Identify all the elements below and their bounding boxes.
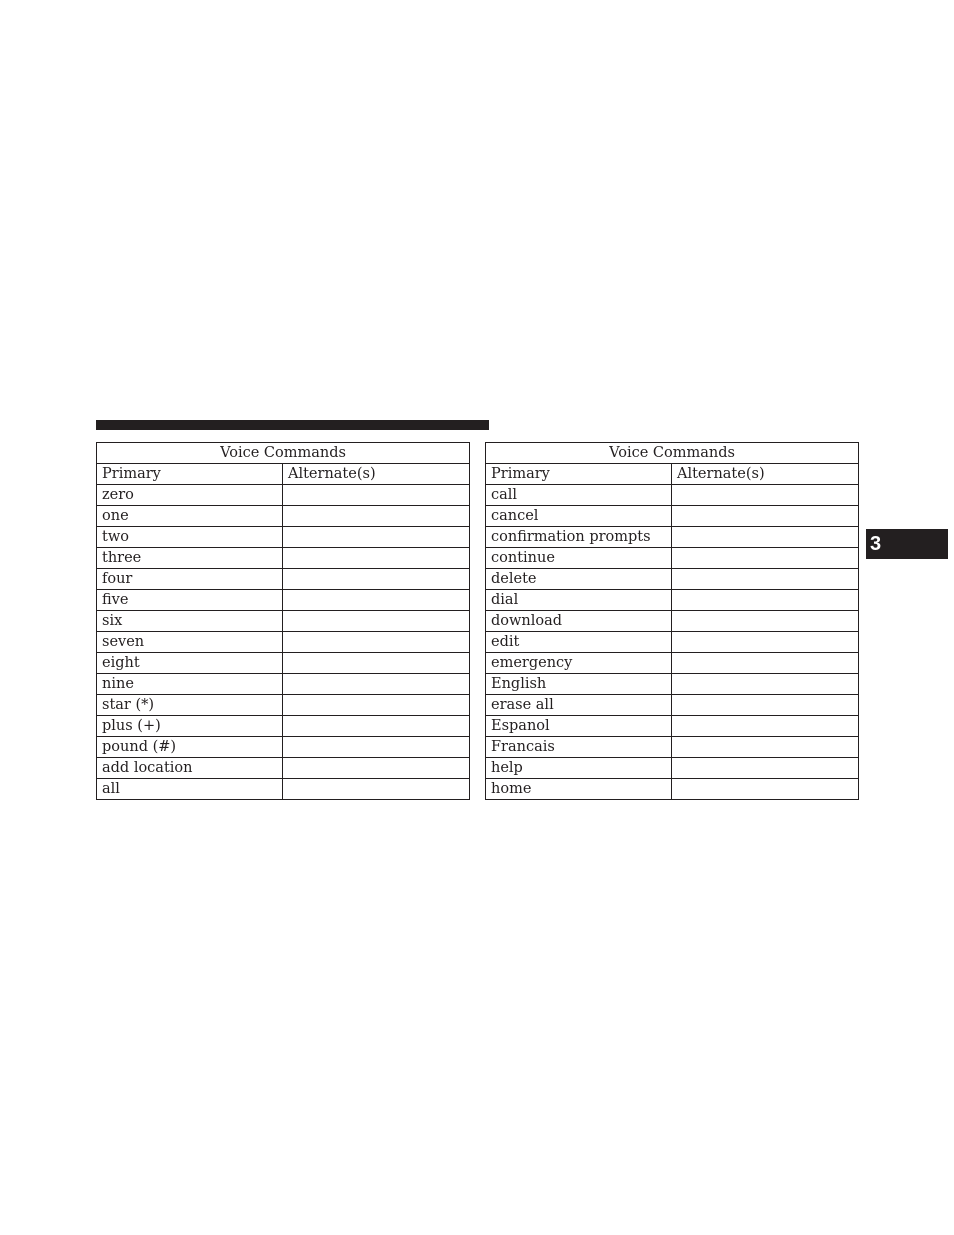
- table-title: Voice Commands: [486, 443, 859, 464]
- alternate-command-cell: [283, 632, 470, 653]
- primary-command-cell: Francais: [486, 737, 672, 758]
- alternate-command-cell: [672, 548, 859, 569]
- table-title: Voice Commands: [97, 443, 470, 464]
- alternate-command-cell: [283, 674, 470, 695]
- table-row: [486, 527, 859, 548]
- table-title-row: [97, 443, 470, 464]
- table-row: [97, 779, 470, 800]
- alternate-command-cell: [672, 695, 859, 716]
- table-row: [97, 674, 470, 695]
- alternate-command-cell: [672, 716, 859, 737]
- column-header-primary: Primary: [97, 464, 283, 485]
- alternate-command-cell: [283, 506, 470, 527]
- primary-command-cell: help: [486, 758, 672, 779]
- table-title-row: [486, 443, 859, 464]
- primary-command-cell: six: [97, 611, 283, 632]
- table-row: [486, 548, 859, 569]
- table-header-row: [97, 464, 470, 485]
- alternate-command-cell: [672, 485, 859, 506]
- column-header-alternate: Alternate(s): [672, 464, 859, 485]
- alternate-command-cell: [672, 737, 859, 758]
- table-row: [97, 569, 470, 590]
- alternate-command-cell: [283, 716, 470, 737]
- primary-command-cell: Espanol: [486, 716, 672, 737]
- table-row: [486, 590, 859, 611]
- voice-commands-table-right: [485, 442, 859, 800]
- alternate-command-cell: [672, 590, 859, 611]
- table-header-row: [486, 464, 859, 485]
- alternate-command-cell: [672, 506, 859, 527]
- alternate-command-cell: [283, 485, 470, 506]
- primary-command-cell: download: [486, 611, 672, 632]
- alternate-command-cell: [283, 527, 470, 548]
- alternate-command-cell: [672, 611, 859, 632]
- alternate-command-cell: [283, 653, 470, 674]
- primary-command-cell: dial: [486, 590, 672, 611]
- alternate-command-cell: [283, 611, 470, 632]
- voice-commands-table-left: [96, 442, 470, 800]
- table-row: [486, 674, 859, 695]
- alternate-command-cell: [672, 569, 859, 590]
- primary-command-cell: three: [97, 548, 283, 569]
- primary-command-cell: confirmation prompts: [486, 527, 672, 548]
- alternate-command-cell: [283, 737, 470, 758]
- alternate-command-cell: [283, 695, 470, 716]
- table-row: [97, 506, 470, 527]
- alternate-command-cell: [283, 590, 470, 611]
- table-row: [486, 632, 859, 653]
- column-header-primary: Primary: [486, 464, 672, 485]
- primary-command-cell: home: [486, 779, 672, 800]
- alternate-command-cell: [672, 779, 859, 800]
- primary-command-cell: call: [486, 485, 672, 506]
- table-row: [486, 695, 859, 716]
- primary-command-cell: English: [486, 674, 672, 695]
- alternate-command-cell: [672, 632, 859, 653]
- primary-command-cell: one: [97, 506, 283, 527]
- column-header-alternate: Alternate(s): [283, 464, 470, 485]
- table-row: [486, 758, 859, 779]
- primary-command-cell: add location: [97, 758, 283, 779]
- primary-command-cell: delete: [486, 569, 672, 590]
- alternate-command-cell: [672, 758, 859, 779]
- primary-command-cell: all: [97, 779, 283, 800]
- primary-command-cell: nine: [97, 674, 283, 695]
- alternate-command-cell: [283, 779, 470, 800]
- table-row: [97, 548, 470, 569]
- primary-command-cell: four: [97, 569, 283, 590]
- section-header-rule: [96, 420, 489, 430]
- table-row: [486, 737, 859, 758]
- alternate-command-cell: [283, 569, 470, 590]
- table-row: [97, 485, 470, 506]
- table-row: [486, 611, 859, 632]
- primary-command-cell: seven: [97, 632, 283, 653]
- table-row: [97, 758, 470, 779]
- table-row: [97, 737, 470, 758]
- primary-command-cell: edit: [486, 632, 672, 653]
- alternate-command-cell: [283, 548, 470, 569]
- primary-command-cell: erase all: [486, 695, 672, 716]
- primary-command-cell: star (*): [97, 695, 283, 716]
- table-row: [486, 716, 859, 737]
- primary-command-cell: pound (#): [97, 737, 283, 758]
- primary-command-cell: cancel: [486, 506, 672, 527]
- primary-command-cell: zero: [97, 485, 283, 506]
- table-row: [97, 611, 470, 632]
- table-row: [97, 695, 470, 716]
- table-row: [486, 653, 859, 674]
- primary-command-cell: plus (+): [97, 716, 283, 737]
- primary-command-cell: eight: [97, 653, 283, 674]
- table-row: [97, 527, 470, 548]
- table-row: [97, 632, 470, 653]
- alternate-command-cell: [672, 527, 859, 548]
- table-row: [486, 779, 859, 800]
- chapter-tab: 3: [866, 529, 948, 559]
- primary-command-cell: five: [97, 590, 283, 611]
- table-row: [97, 590, 470, 611]
- alternate-command-cell: [672, 674, 859, 695]
- table-row: [97, 716, 470, 737]
- primary-command-cell: continue: [486, 548, 672, 569]
- table-row: [486, 506, 859, 527]
- primary-command-cell: emergency: [486, 653, 672, 674]
- table-row: [97, 653, 470, 674]
- table-row: [486, 485, 859, 506]
- primary-command-cell: two: [97, 527, 283, 548]
- alternate-command-cell: [283, 758, 470, 779]
- table-row: [486, 569, 859, 590]
- alternate-command-cell: [672, 653, 859, 674]
